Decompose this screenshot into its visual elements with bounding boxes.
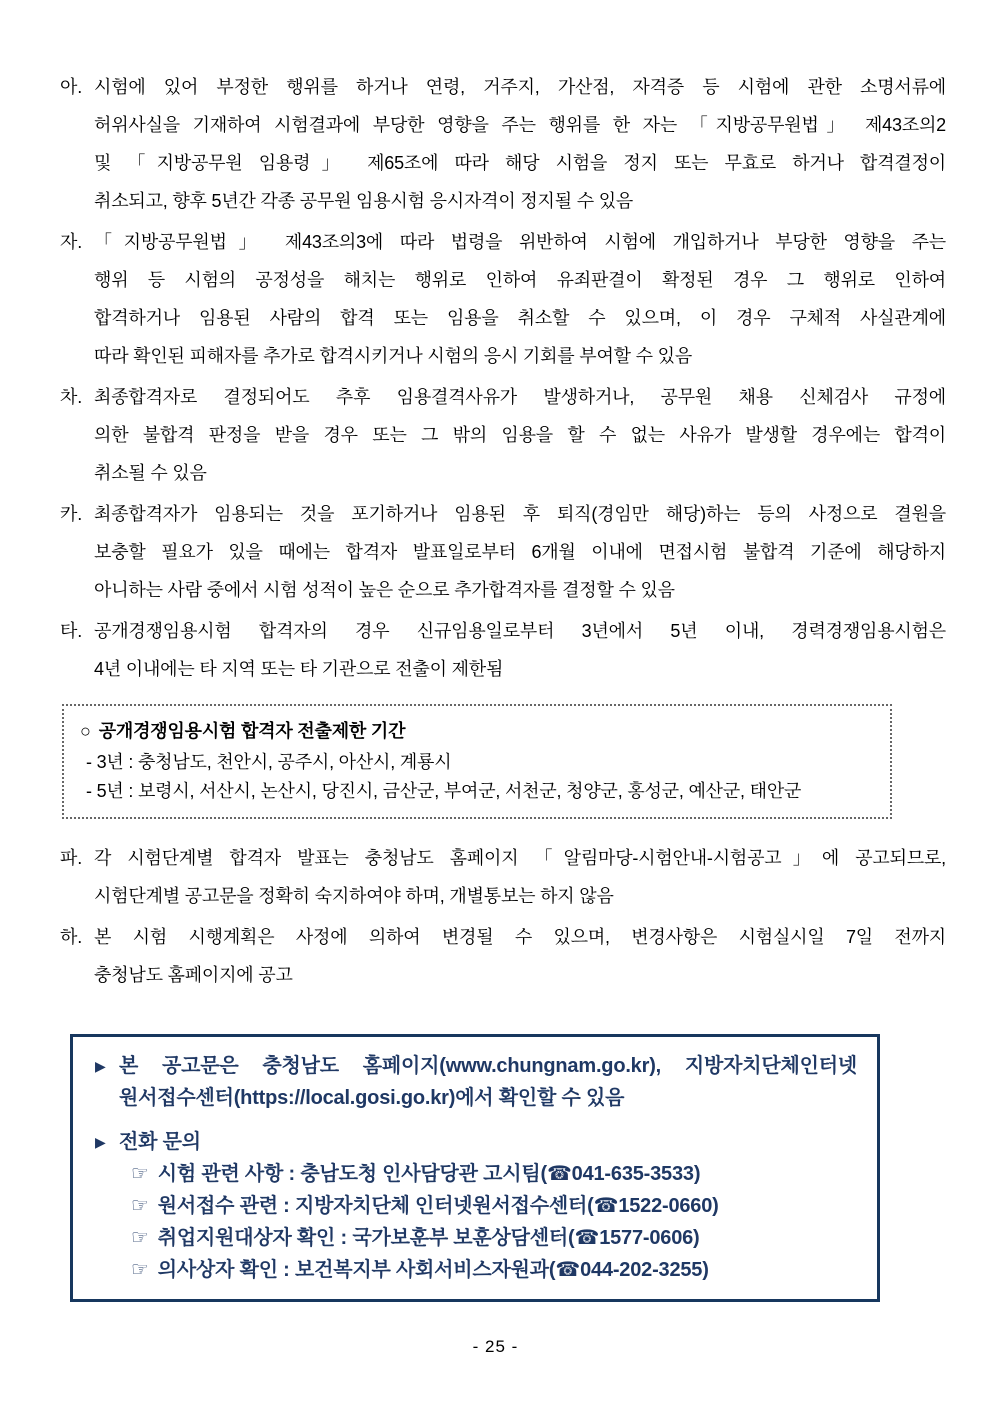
- paragraph-label: 차.: [60, 387, 82, 407]
- paragraph-ha: [60, 918, 946, 994]
- paragraph-label: 타.: [60, 621, 82, 641]
- triangle-bullet-icon: ▶: [95, 1058, 106, 1074]
- paragraph-ah: [60, 68, 946, 220]
- paragraph-label: 카.: [60, 504, 82, 524]
- notice-phone-subitem-text: 취업지원대상자 확인 : 국가보훈부 보훈상담센터(☎1577-0606): [157, 1227, 700, 1249]
- text-line: 취소되고, 향후 5년간 각종 공무원 임용시험 응시자격이 정지될 수 있음: [94, 191, 634, 211]
- paragraph-ja: [60, 223, 946, 375]
- contact-notice-box: [70, 1034, 880, 1302]
- text-line: 따라 확인된 피해자를 추가로 합격시키거나 시험의 응시 기회를 부여할 수 있음: [94, 346, 693, 366]
- text-line: 보충할 필요가 있을 때에는 합격자 발표일로부터 6개월 이내에 면접시험 불합격 기준에 해당하지: [94, 542, 946, 562]
- text-line: 충청남도 홈페이지에 공고: [94, 965, 293, 985]
- paragraph-label: 파.: [60, 848, 82, 868]
- paragraph-ka: [60, 495, 946, 609]
- document-body: [60, 68, 946, 1302]
- notice-phone-title: 전화 문의: [119, 1131, 201, 1153]
- text-line: 최종합격자로 결정되어도 추후 임용결격사유가 발생하거나, 공무원 채용 신체검사 규정에: [94, 387, 946, 407]
- text-line: 아니하는 사람 중에서 시험 성적이 높은 순으로 추가합격자를 결정할 수 있음: [94, 580, 675, 600]
- notice-phone-item: [93, 1126, 857, 1286]
- notice-website-line: 원서접수센터(https://local.gosi.go.kr)에서 확인할 수 있음: [119, 1087, 625, 1109]
- text-line: 취소될 수 있음: [94, 463, 207, 483]
- text-line: 합격하거나 임용된 사람의 합격 또는 임용을 취소할 수 있으며, 이 경우 구체적 사실관계에: [94, 308, 946, 328]
- hand-pointer-icon: ☞: [131, 1227, 149, 1249]
- notice-phone-subitem-text: 시험 관련 사항 : 충남도청 인사담당관 고시팀(☎041-635-3533): [157, 1163, 701, 1185]
- paragraph-ta: [60, 612, 946, 688]
- notice-phone-subitem-welfare: [119, 1254, 857, 1286]
- text-line: 「지방공무원법」 제43조의3에 따라 법령을 위반하여 시험에 개입하거나 부당한 영향을 주는: [94, 232, 946, 252]
- text-line: 의한 불합격 판정을 받을 경우 또는 그 밖의 임용을 할 수 없는 사유가 발생할 경우에는 합격이: [94, 425, 946, 445]
- circle-bullet-icon: ○: [80, 721, 91, 741]
- hand-pointer-icon: ☞: [131, 1163, 149, 1185]
- notice-website-item: [93, 1050, 857, 1114]
- text-line: 시험단계별 공고문을 정확히 숙지하여야 하며, 개별통보는 하지 않음: [94, 886, 614, 906]
- text-line: 4년 이내에는 타 지역 또는 타 기관으로 전출이 제한됨: [94, 659, 504, 679]
- notice-phone-subitem-text: 원서접수 관련 : 지방자치단체 인터넷원서접수센터(☎1522-0660): [157, 1195, 719, 1217]
- transfer-limit-title-text: 공개경쟁임용시험 합격자 전출제한 기간: [98, 721, 406, 741]
- hand-pointer-icon: ☞: [131, 1259, 149, 1281]
- paragraph-label: 하.: [60, 927, 82, 947]
- hand-pointer-icon: ☞: [131, 1195, 149, 1217]
- paragraph-label: 자.: [60, 232, 82, 252]
- paragraph-cha: [60, 378, 946, 492]
- text-line: 시험에 있어 부정한 행위를 하거나 연령, 거주지, 가산점, 자격증 등 시험에 관한 소명서류에: [94, 77, 946, 97]
- notice-phone-subitem-exam: [119, 1158, 857, 1190]
- notice-phone-subitem-application: [119, 1190, 857, 1222]
- transfer-limit-item-5yr: - 5년 : 보령시, 서산시, 논산시, 당진시, 금산군, 부여군, 서천군, 청양군, 홍성군, 예산군, 태안군: [86, 781, 802, 801]
- text-line: 행위 등 시험의 공정성을 해치는 행위로 인하여 유죄판결이 확정된 경우 그 행위로 인하여: [94, 270, 946, 290]
- transfer-limit-box: [62, 704, 892, 819]
- paragraph-label: 아.: [60, 77, 82, 97]
- notice-phone-subitem-text: 의사상자 확인 : 보건복지부 사회서비스자원과(☎044-202-3255): [157, 1259, 709, 1281]
- transfer-limit-item-3yr: - 3년 : 충청남도, 천안시, 공주시, 아산시, 계룡시: [86, 752, 452, 772]
- notice-website-line: 본 공고문은 충청남도 홈페이지(www.chungnam.go.kr), 지방자치단체인터넷: [119, 1055, 857, 1077]
- text-line: 공개경쟁임용시험 합격자의 경우 신규임용일로부터 3년에서 5년 이내, 경력경쟁임용시험은: [94, 621, 946, 641]
- text-line: 본 시험 시행계획은 사정에 의하여 변경될 수 있으며, 변경사항은 시험실시일 7일 전까지: [94, 927, 946, 947]
- transfer-limit-title: [80, 715, 874, 748]
- text-line: 최종합격자가 임용되는 것을 포기하거나 임용된 후 퇴직(경임만 해당)하는 등의 사정으로 결원을: [94, 504, 946, 524]
- text-line: 각 시험단계별 합격자 발표는 충청남도 홈페이지 「알림마당-시험안내-시험공고」에 공고되므로,: [94, 848, 946, 868]
- triangle-bullet-icon: ▶: [95, 1134, 106, 1150]
- page-number: - 25 -: [472, 1337, 519, 1356]
- text-line: 및 「지방공무원 임용령」 제65조에 따라 해당 시험을 정지 또는 무효로 하거나 합격결정이: [94, 153, 946, 173]
- paragraph-pa: [60, 839, 946, 915]
- text-line: 허위사실을 기재하여 시험결과에 부당한 영향을 주는 행위를 한 자는 「지방공무원법」 제43조의2: [94, 115, 946, 135]
- notice-phone-subitem-veterans: [119, 1222, 857, 1254]
